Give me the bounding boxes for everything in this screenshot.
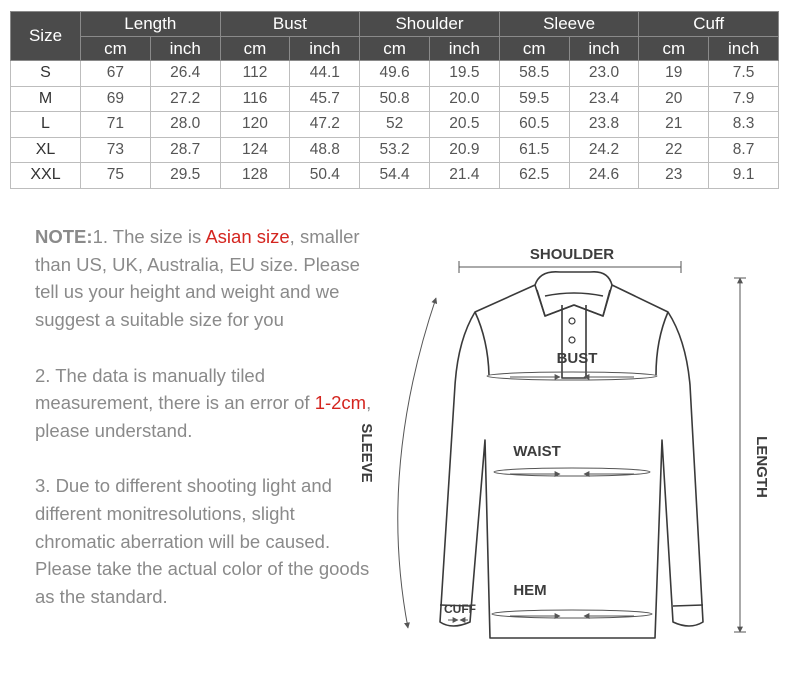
table-cell: 75 <box>81 163 151 189</box>
table-cell: 50.4 <box>290 163 360 189</box>
sleeve-label: SLEEVE <box>358 423 375 483</box>
unit-header-cm: cm <box>81 37 151 61</box>
table-cell: 24.6 <box>569 163 639 189</box>
table-cell: 23.4 <box>569 86 639 112</box>
table-cell: 29.5 <box>150 163 220 189</box>
note-2-highlight: 1-2cm <box>314 392 367 414</box>
size-cell: XL <box>11 137 81 163</box>
table-cell: 116 <box>220 86 290 112</box>
button-icon <box>569 337 575 343</box>
table-cell: 48.8 <box>290 137 360 163</box>
table-cell: 112 <box>220 61 290 87</box>
table-cell: 49.6 <box>360 61 430 87</box>
shoulder-label: SHOULDER <box>529 246 615 263</box>
note-3: 3. Due to different shooting light and different monitresolutions, slight chromatic aberration will be caused. Please take the actual color of the goods as the standard. <box>35 475 370 608</box>
table-cell: 120 <box>220 112 290 138</box>
unit-header-cm: cm <box>639 37 709 61</box>
unit-header-inch: inch <box>429 37 499 61</box>
table-cell: 53.2 <box>360 137 430 163</box>
table-cell: 47.2 <box>290 112 360 138</box>
table-cell: 44.1 <box>290 61 360 87</box>
table-cell: 28.7 <box>150 137 220 163</box>
cuff-column-header: Cuff <box>639 12 779 37</box>
sleeve-measure-line <box>398 298 436 628</box>
table-cell: 20.5 <box>429 112 499 138</box>
table-cell: 9.1 <box>709 163 779 189</box>
unit-header-inch: inch <box>290 37 360 61</box>
size-column-header: Size <box>11 12 81 61</box>
bust-label: BUST <box>556 350 598 367</box>
table-cell: 28.0 <box>150 112 220 138</box>
table-cell: 52 <box>360 112 430 138</box>
waist-label: WAIST <box>513 443 561 460</box>
table-cell: 23.8 <box>569 112 639 138</box>
length-column-header: Length <box>81 12 221 37</box>
note-2-text-start: 2. The data is manually tiled measurement, there is an error of <box>35 364 315 414</box>
unit-header-cm: cm <box>220 37 290 61</box>
table-cell: 7.9 <box>709 86 779 112</box>
sleeve-column-header: Sleeve <box>499 12 639 37</box>
table-cell: 73 <box>81 137 151 163</box>
note-1-highlight: Asian size <box>205 226 290 247</box>
table-cell: 71 <box>81 112 151 138</box>
polo-shirt-outline <box>440 272 703 638</box>
table-cell: 20 <box>639 86 709 112</box>
note-2-text-end: , please understand. <box>35 392 372 441</box>
table-cell: 128 <box>220 163 290 189</box>
table-cell: 8.3 <box>709 112 779 138</box>
size-cell: XXL <box>11 163 81 189</box>
table-cell: 8.7 <box>709 137 779 163</box>
table-cell: 62.5 <box>499 163 569 189</box>
length-label: LENGTH <box>753 436 770 498</box>
unit-header-inch: inch <box>569 37 639 61</box>
table-cell: 23 <box>639 163 709 189</box>
unit-header-inch: inch <box>709 37 779 61</box>
unit-header-cm: cm <box>499 37 569 61</box>
button-icon <box>569 318 575 324</box>
shoulder-column-header: Shoulder <box>360 12 500 37</box>
note-label: NOTE: <box>35 226 93 247</box>
unit-header-cm: cm <box>360 37 430 61</box>
hem-label: HEM <box>513 582 547 599</box>
table-cell: 45.7 <box>290 86 360 112</box>
size-cell: S <box>11 61 81 87</box>
bust-column-header: Bust <box>220 12 360 37</box>
note-1-text-end: , smaller than US, UK, Australia, EU size. Please tell us your height and weight and we suggest a suitable size for you <box>35 226 360 331</box>
table-cell: 19.5 <box>429 61 499 87</box>
size-cell: L <box>11 112 81 138</box>
table-cell: 26.4 <box>150 61 220 87</box>
table-cell: 7.5 <box>709 61 779 87</box>
table-cell: 59.5 <box>499 86 569 112</box>
table-cell: 20.0 <box>429 86 499 112</box>
table-cell: 27.2 <box>150 86 220 112</box>
table-cell: 54.4 <box>360 163 430 189</box>
table-cell: 67 <box>81 61 151 87</box>
table-cell: 69 <box>81 86 151 112</box>
size-cell: M <box>11 86 81 112</box>
table-cell: 50.8 <box>360 86 430 112</box>
table-cell: 21.4 <box>429 163 499 189</box>
table-cell: 20.9 <box>429 137 499 163</box>
table-cell: 21 <box>639 112 709 138</box>
table-cell: 58.5 <box>499 61 569 87</box>
table-cell: 124 <box>220 137 290 163</box>
table-cell: 22 <box>639 137 709 163</box>
table-cell: 19 <box>639 61 709 87</box>
unit-header-inch: inch <box>150 37 220 61</box>
table-cell: 24.2 <box>569 137 639 163</box>
table-cell: 60.5 <box>499 112 569 138</box>
cuff-label: CUFF <box>444 602 476 616</box>
table-cell: 23.0 <box>569 61 639 87</box>
table-cell: 61.5 <box>499 137 569 163</box>
note-1-text-start: 1. The size is <box>92 226 206 247</box>
